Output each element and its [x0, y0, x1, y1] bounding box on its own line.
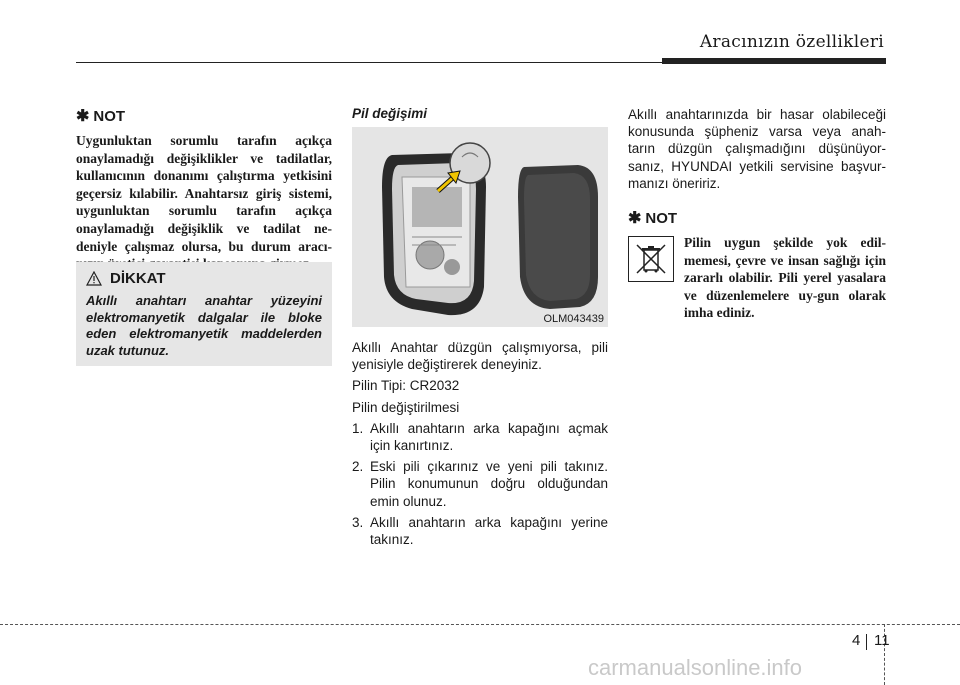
- smart-key-figure: [352, 127, 608, 327]
- note2-heading-text: NOT: [645, 209, 678, 227]
- asterisk-icon: ✱: [76, 108, 90, 125]
- asterisk-icon: ✱: [628, 210, 642, 228]
- replace-title: Pilin değiştirilmesi: [352, 399, 460, 415]
- caution-box: [76, 262, 332, 366]
- running-header: Aracınızın özellikleri: [699, 32, 884, 52]
- footer-rule: [0, 624, 960, 625]
- damage-text: Akıllı anahtarınızda bir hasar olabileceği konusunda şüpheniz varsa veya anah-tarın düzgün çalışmadığını düşünüyor-sanız, HYUNDAI yetkili servisine başvur-manızı öneririz.: [628, 107, 886, 191]
- chapter-number: 4: [852, 632, 861, 649]
- note2-heading: [628, 208, 886, 228]
- list-item: 3. Akıllı anahtarın arka kapağını yerine takınız.: [352, 514, 608, 548]
- replace-steps: [352, 420, 608, 548]
- caution-text: Akıllı anahtarı anahtar yüzeyini elektromanyetik dalgalar ile bloke eden elektromanyetik maddelerden uzak tutunuz.: [86, 293, 322, 358]
- battery-type: Pilin Tipi: CR2032: [352, 378, 460, 394]
- column-right: [628, 106, 886, 322]
- note-heading-text: NOT: [93, 107, 126, 125]
- smart-key-illustration: [352, 127, 608, 327]
- crossed-bin-icon: [628, 236, 674, 282]
- note2-text: Pilin uygun şekilde yok edil-memesi, çevre ve insan sağlığı için zararlı olabilir. Pili yerel yasalara ve düzenlemelere uy-gun olarak imha ediniz.: [684, 235, 886, 321]
- figure-code: OLM043439: [543, 313, 604, 325]
- column-left: [76, 106, 332, 273]
- page-separator: [866, 634, 867, 650]
- battery-intro: Akıllı Anahtar düzgün çalışmıyorsa, pili yenisiyle değiştirerek deneyiniz.: [352, 340, 608, 373]
- watermark: carmanualsonline.info: [588, 655, 803, 680]
- list-item: 2. Eski pili çıkarınız ve yeni pili takınız. Pilin konumunun doğru olduğundan emin olunuz.: [352, 459, 608, 509]
- column-middle: [352, 106, 608, 552]
- list-item: 1. Akıllı anahtarın arka kapağını açmak için kanırtınız.: [352, 420, 608, 454]
- section-title: Pil değişimi: [352, 106, 428, 121]
- page-number: 11: [874, 632, 890, 649]
- note-text: Uygunluktan sorumlu tarafın açıkça onaylamadığı değişiklikler ve tadilatlar, kullanıcının donanımı çalıştırma yetkisini geçersiz kılabilir. Anahtarsız giriş sistemi, uygunluktan sorumlu tarafın açıkça onaylamadığı değişiklik ve tadilat ne-deniyle çalışmaz olursa, bu durum aracı-: [76, 133, 332, 254]
- note2-content: [628, 234, 886, 322]
- caution-heading: [86, 270, 322, 287]
- warning-triangle-icon: [86, 271, 102, 286]
- caution-heading-text: DİKKAT: [110, 270, 166, 287]
- note-heading: [76, 106, 332, 126]
- header-rule-accent: [662, 58, 886, 64]
- note2-block: [628, 208, 886, 322]
